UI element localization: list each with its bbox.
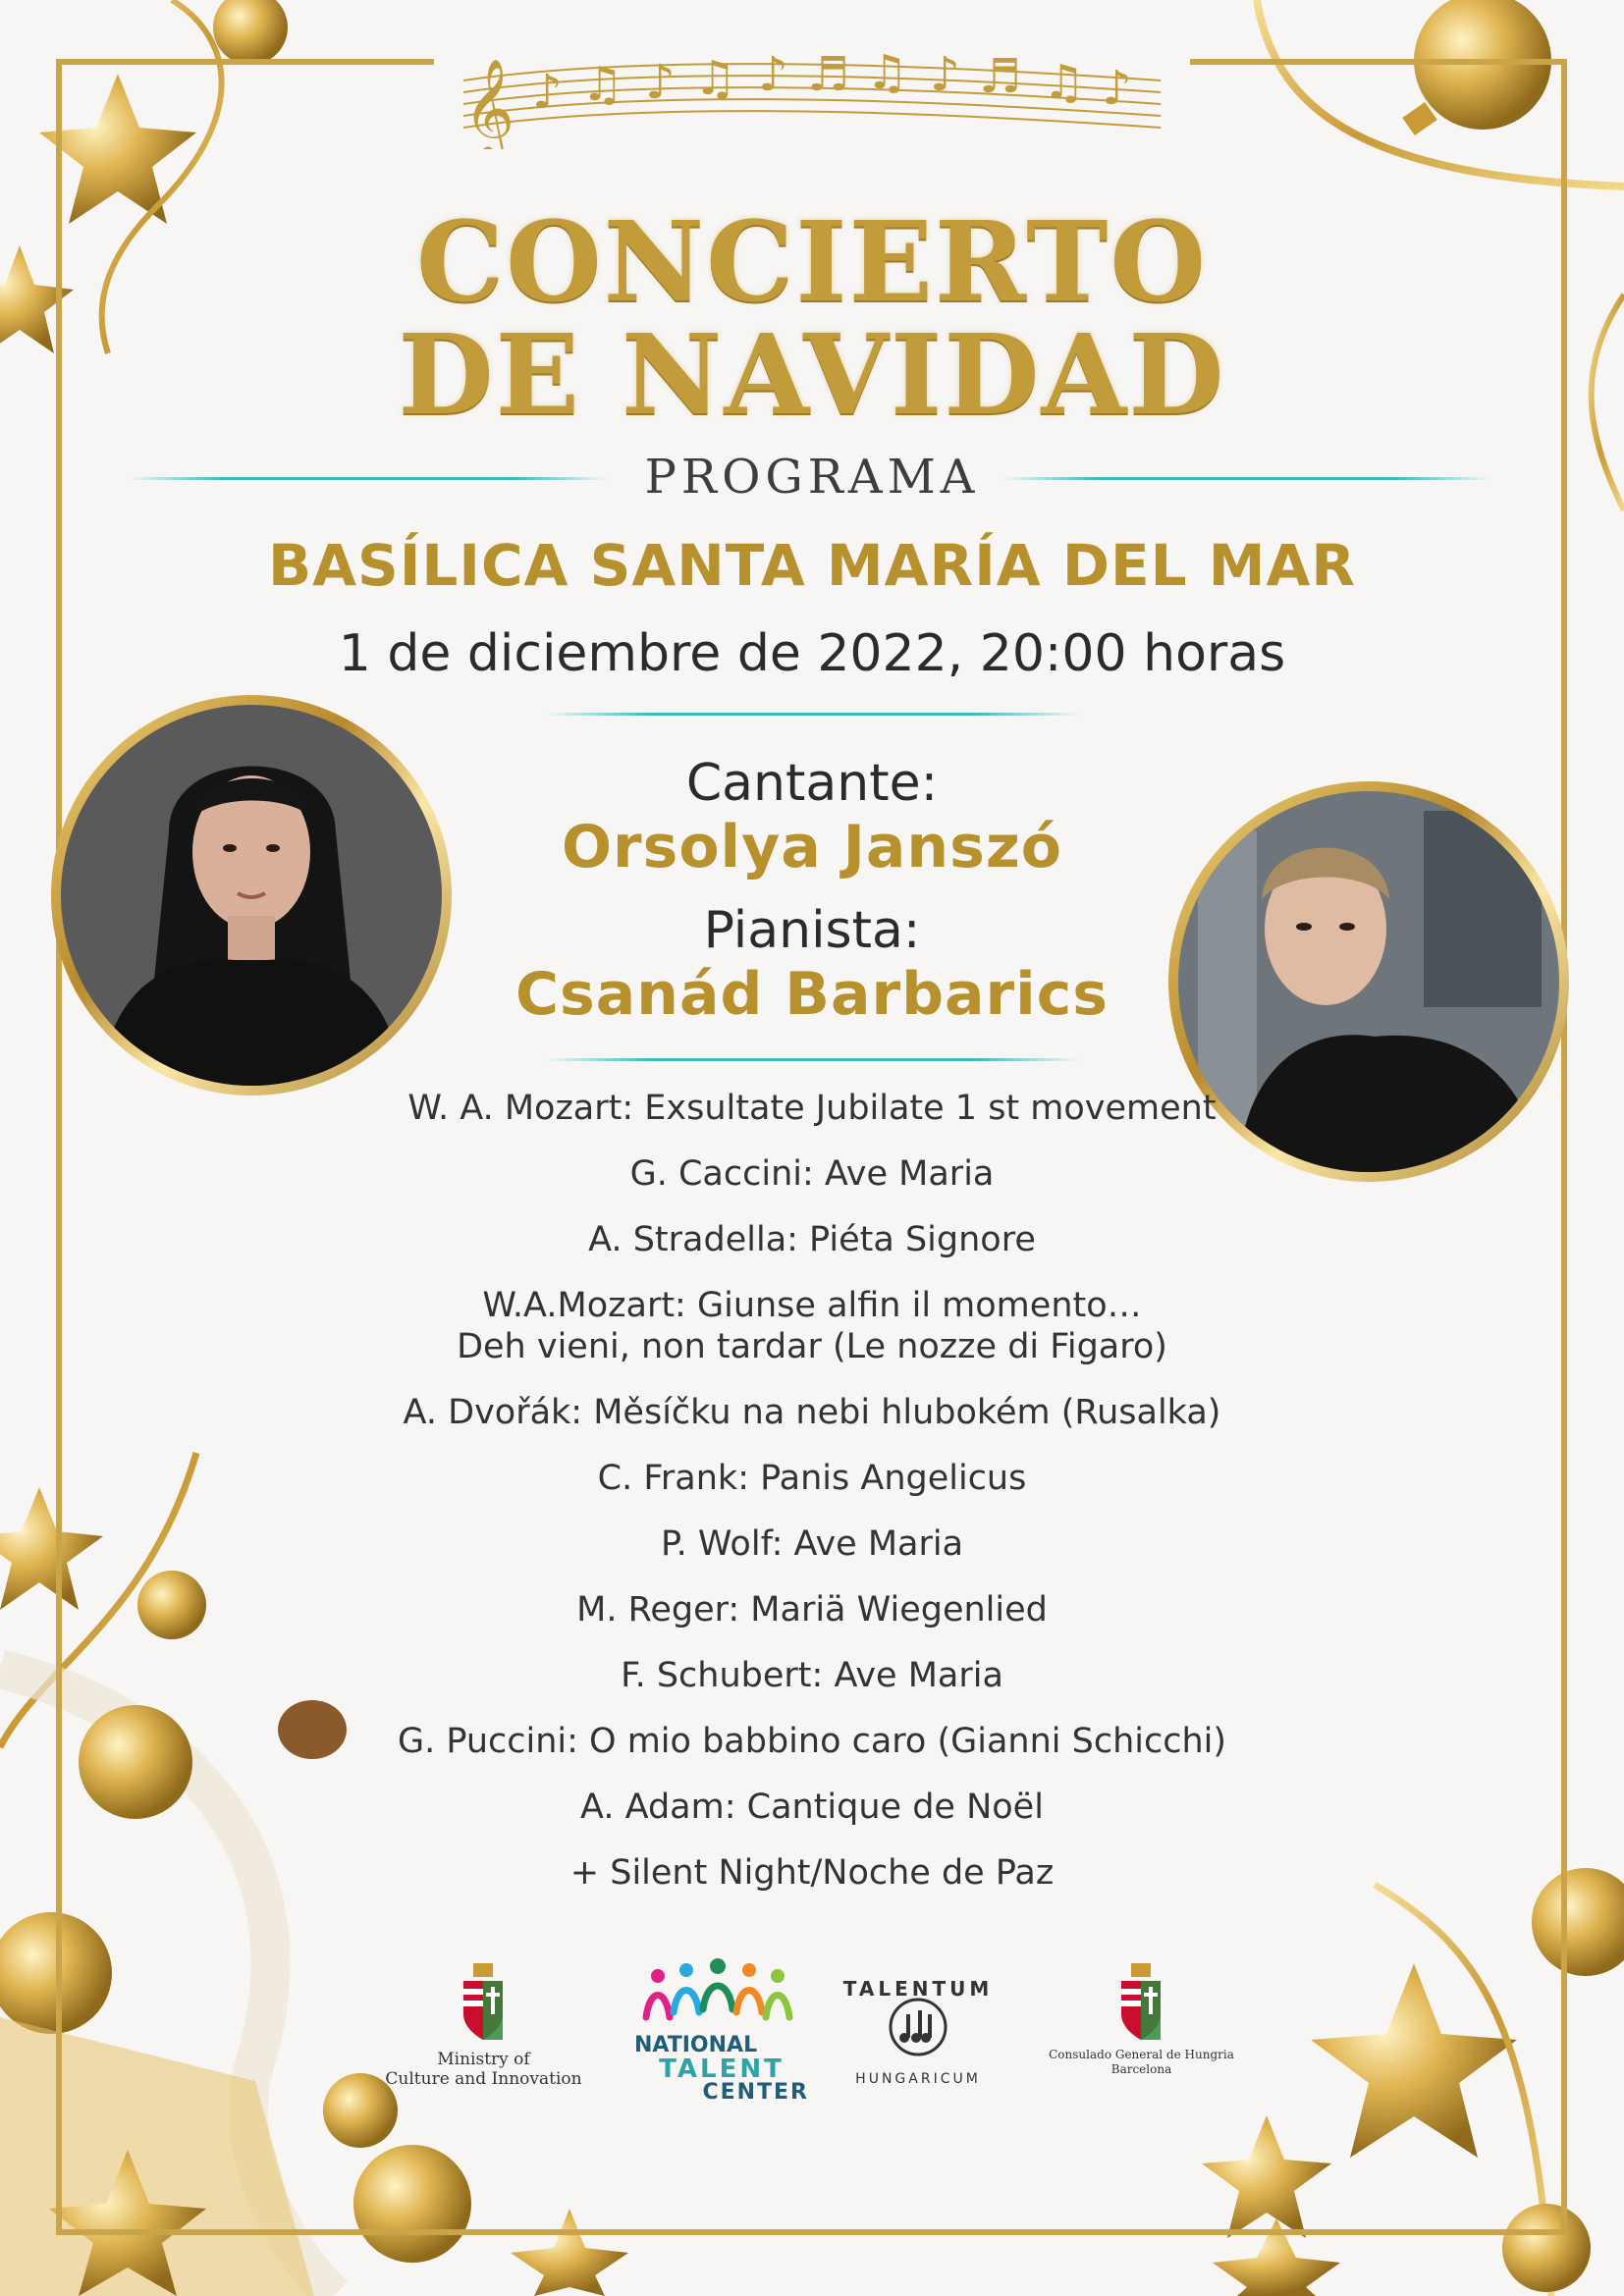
program-item: W.A.Mozart: Giunse alfin il momento… [482,1286,1142,1325]
ministry-line-2: Culture and Innovation [385,2069,582,2089]
singer-role: Cantante: [685,754,939,813]
hungarian-coat-of-arms-icon [1119,1963,1163,2042]
svg-text:♬: ♬ [807,47,850,102]
program-list [0,1088,1624,1918]
title-line-2: DE NAVIDAD [398,311,1226,440]
svg-text:♪: ♪ [1102,61,1132,116]
divider-right [1001,477,1492,480]
talentum-top-text: TALENTUM [842,1977,994,2001]
program-item: P. Wolf: Ave Maria [660,1524,964,1564]
pianist-role: Pianista: [703,901,921,960]
singer-name: Orsolya Janszó [562,813,1062,881]
program-item: A. Adam: Cantique de Noël [580,1788,1044,1827]
hungarian-coat-of-arms-icon [461,1963,505,2042]
svg-text:♫: ♫ [866,45,909,100]
consulate-line-2: Barcelona [1110,2062,1172,2076]
people-icon [638,1958,800,2032]
svg-text:♪: ♪ [645,55,676,110]
program-item: W. A. Mozart: Exsultate Jubilate 1 st movement [407,1089,1217,1128]
bauble-icon [213,0,288,65]
program-item: A. Dvořák: Měsíčku na nebi hlubokém (Rusalka) [403,1393,1221,1432]
sponsor-logos [0,1953,1624,2110]
ministry-line-1: Ministry of [437,2050,530,2069]
svg-text:𝄞: 𝄞 [463,57,515,149]
program-item: M. Reger: Mariä Wiegenlied [576,1590,1048,1629]
program-item: + Silent Night/Noche de Paz [569,1853,1055,1893]
program-item: A. Stradella: Piéta Signore [588,1220,1036,1259]
divider-mid [545,713,1080,716]
svg-text:♪: ♪ [930,47,960,102]
date-time: 1 de diciembre de 2022, 20:00 horas [338,624,1286,683]
ntc-line-1: NATIONAL [634,2033,758,2057]
pianist-name: Csanád Barbarics [515,960,1109,1029]
talentum-bottom-text: HUNGARICUM [855,2071,981,2087]
singer-portrait [51,695,452,1095]
svg-text:♪: ♪ [758,47,788,102]
ntc-line-2: TALENT [659,2055,785,2084]
svg-text:♫: ♫ [694,51,737,106]
svg-text:♪: ♪ [532,65,563,120]
music-notes-banner [434,22,1190,149]
consulate-line-1: Consulado General de Hungria [1049,2048,1234,2061]
svg-text:♬: ♬ [979,49,1022,104]
program-item: C. Frank: Panis Angelicus [597,1459,1027,1498]
program-item: F. Schubert: Ave Maria [621,1656,1003,1695]
ntc-line-3: CENTER [702,2080,809,2105]
venue: BASÍLICA SANTA MARÍA DEL MAR [267,532,1357,599]
divider-program [545,1058,1080,1061]
title-line-1: CONCIERTO [416,198,1208,327]
program-item: G. Puccini: O mio babbino caro (Gianni Schicchi) [397,1722,1227,1761]
programa-label: PROGRAMA [644,450,980,505]
svg-text:♫: ♫ [1043,55,1086,110]
program-item: Deh vieni, non tardar (Le nozze di Figaro) [457,1327,1167,1366]
svg-text:♫: ♫ [581,57,624,112]
program-item: G. Caccini: Ave Maria [629,1154,995,1194]
